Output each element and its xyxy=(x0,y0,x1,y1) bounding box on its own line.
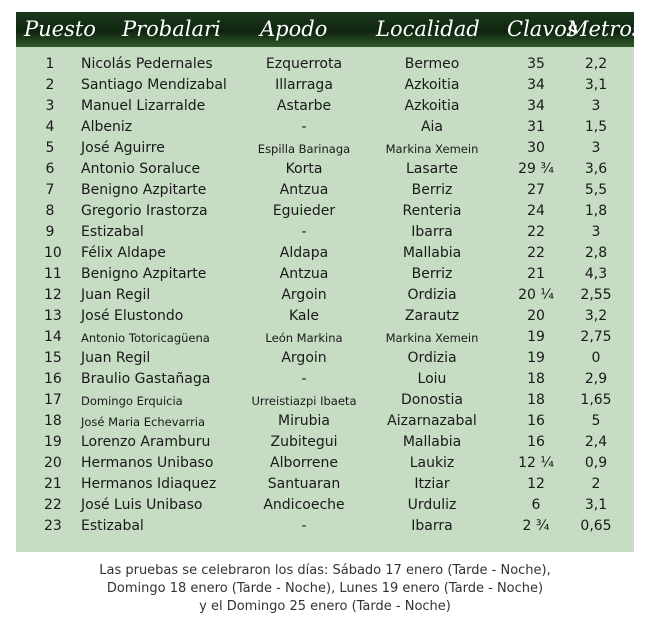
cell-clavos: 20 ¼ xyxy=(518,287,554,303)
cell-clavos: 2 ¾ xyxy=(522,518,550,534)
cell-metros: 0 xyxy=(591,350,601,366)
cell-puesto: 19 xyxy=(44,434,62,450)
cell-localidad: Markina Xemein xyxy=(385,331,479,345)
cell-metros: 2,75 xyxy=(580,329,612,345)
header-apodo: Apodo xyxy=(260,17,328,41)
cell-clavos: 29 ¾ xyxy=(518,161,554,177)
cell-localidad: Ordizia xyxy=(407,287,457,303)
cell-apodo: Aldapa xyxy=(279,245,329,261)
header-metros: Metros xyxy=(567,17,643,41)
cell-metros: 3,1 xyxy=(584,497,608,513)
cell-puesto: 18 xyxy=(44,413,62,429)
table-row xyxy=(16,327,634,348)
cell-puesto: 7 xyxy=(45,182,55,198)
cell-probalari: Hermanos Unibaso xyxy=(81,455,214,471)
cell-localidad: Berriz xyxy=(411,266,453,282)
table-row xyxy=(16,96,634,117)
table-body xyxy=(16,54,634,537)
cell-puesto: 20 xyxy=(44,455,62,471)
cell-apodo: Kale xyxy=(288,308,320,324)
table-row xyxy=(16,201,634,222)
table-row xyxy=(16,243,634,264)
cell-probalari: Benigno Azpitarte xyxy=(81,266,207,282)
cell-probalari: Albeniz xyxy=(81,119,133,135)
cell-localidad: Azkoitia xyxy=(404,77,460,93)
footnote-line-2: Domingo 18 enero (Tarde - Noche), Lunes 19 enero (Tarde - Noche) xyxy=(106,581,544,596)
cell-localidad: Markina Xemein xyxy=(385,142,479,156)
cell-clavos: 21 xyxy=(527,266,545,282)
cell-apodo: Eguieder xyxy=(272,203,336,219)
cell-probalari: Juan Regil xyxy=(81,350,151,366)
cell-puesto: 6 xyxy=(45,161,55,177)
cell-probalari: Juan Regil xyxy=(81,287,151,303)
cell-apodo: - xyxy=(301,518,307,534)
cell-localidad: Aizarnazabal xyxy=(387,413,477,429)
cell-puesto: 4 xyxy=(45,119,55,135)
cell-puesto: 3 xyxy=(45,98,55,114)
table-row xyxy=(16,180,634,201)
cell-clavos: 19 xyxy=(527,329,545,345)
cell-metros: 5,5 xyxy=(584,182,608,198)
cell-probalari: Nicolás Pedernales xyxy=(81,56,213,72)
table-row xyxy=(16,117,634,138)
cell-probalari: Antonio Soraluce xyxy=(81,161,201,177)
cell-puesto: 11 xyxy=(44,266,62,282)
table-row xyxy=(16,474,634,495)
table-row xyxy=(16,138,634,159)
cell-apodo: Illarraga xyxy=(275,77,333,93)
cell-clavos: 35 xyxy=(527,56,545,72)
cell-localidad: Itziar xyxy=(414,476,450,492)
cell-clavos: 34 xyxy=(527,98,545,114)
cell-localidad: Bermeo xyxy=(404,56,460,72)
cell-metros: 3,2 xyxy=(584,308,608,324)
cell-puesto: 5 xyxy=(45,140,55,156)
cell-probalari: Gregorio Irastorza xyxy=(81,203,208,219)
cell-clavos: 31 xyxy=(527,119,545,135)
cell-clavos: 6 xyxy=(531,497,541,513)
cell-metros: 2,9 xyxy=(584,371,608,387)
cell-probalari: José Elustondo xyxy=(81,308,184,324)
table-row xyxy=(16,453,634,474)
cell-metros: 4,3 xyxy=(584,266,608,282)
cell-clavos: 12 xyxy=(527,476,545,492)
table-row xyxy=(16,159,634,180)
cell-probalari: Estizabal xyxy=(81,224,144,240)
cell-metros: 3,6 xyxy=(584,161,608,177)
cell-puesto: 9 xyxy=(45,224,55,240)
cell-localidad: Donostia xyxy=(400,392,464,408)
cell-metros: 2,8 xyxy=(584,245,608,261)
cell-clavos: 24 xyxy=(527,203,545,219)
cell-apodo: Zubitegui xyxy=(270,434,338,450)
cell-probalari: Braulio Gastañaga xyxy=(81,371,211,387)
table-row xyxy=(16,222,634,243)
cell-apodo: Andicoeche xyxy=(263,497,345,513)
cell-localidad: Zarautz xyxy=(404,308,460,324)
cell-puesto: 15 xyxy=(44,350,62,366)
cell-clavos: 22 xyxy=(527,224,545,240)
table-row xyxy=(16,75,634,96)
table-row xyxy=(16,411,634,432)
cell-puesto: 21 xyxy=(44,476,62,492)
cell-apodo: Alborrene xyxy=(270,455,338,471)
cell-probalari: Benigno Azpitarte xyxy=(81,182,207,198)
table-row xyxy=(16,348,634,369)
cell-clavos: 22 xyxy=(527,245,545,261)
cell-clavos: 18 xyxy=(527,371,545,387)
table-row xyxy=(16,516,634,537)
cell-probalari: José Maria Echevarria xyxy=(81,415,206,429)
cell-apodo: - xyxy=(301,119,307,135)
table-row xyxy=(16,285,634,306)
cell-apodo: Ezquerrota xyxy=(265,56,343,72)
header-puesto: Puesto xyxy=(24,17,96,41)
cell-metros: 2,4 xyxy=(584,434,608,450)
cell-apodo: Espilla Barinaga xyxy=(257,142,351,156)
cell-localidad: Ordizia xyxy=(407,350,457,366)
table-row xyxy=(16,495,634,516)
footnote-line-3: y el Domingo 25 enero (Tarde - Noche) xyxy=(199,599,451,614)
cell-puesto: 1 xyxy=(45,56,55,72)
table-row xyxy=(16,369,634,390)
table-row xyxy=(16,306,634,327)
header-probalari: Probalari xyxy=(122,17,221,41)
cell-metros: 3 xyxy=(591,224,601,240)
cell-probalari: Félix Aldape xyxy=(81,245,166,261)
cell-puesto: 10 xyxy=(44,245,62,261)
cell-clavos: 27 xyxy=(527,182,545,198)
cell-clavos: 34 xyxy=(527,77,545,93)
cell-localidad: Azkoitia xyxy=(404,98,460,114)
cell-clavos: 16 xyxy=(527,434,545,450)
cell-apodo: Antzua xyxy=(279,266,329,282)
header-localidad: Localidad xyxy=(376,17,480,41)
footnote xyxy=(0,562,650,616)
cell-apodo: Argoin xyxy=(281,287,327,303)
cell-apodo: León Markina xyxy=(265,331,343,345)
cell-apodo: Argoin xyxy=(281,350,327,366)
results-table xyxy=(16,12,643,552)
cell-clavos: 16 xyxy=(527,413,545,429)
cell-metros: 2,2 xyxy=(584,56,608,72)
cell-probalari: José Aguirre xyxy=(81,140,165,156)
cell-clavos: 19 xyxy=(527,350,545,366)
cell-localidad: Lasarte xyxy=(405,161,459,177)
cell-localidad: Aia xyxy=(420,119,444,135)
cell-localidad: Mallabia xyxy=(402,245,462,261)
cell-apodo: Mirubia xyxy=(278,413,330,429)
cell-puesto: 23 xyxy=(44,518,62,534)
cell-metros: 0,9 xyxy=(584,455,608,471)
cell-metros: 2 xyxy=(591,476,601,492)
cell-localidad: Ibarra xyxy=(411,518,453,534)
cell-clavos: 12 ¼ xyxy=(518,455,554,471)
cell-localidad: Loiu xyxy=(417,371,447,387)
cell-metros: 3 xyxy=(591,98,601,114)
cell-apodo: - xyxy=(301,371,307,387)
cell-probalari: Lorenzo Aramburu xyxy=(81,434,211,450)
cell-puesto: 2 xyxy=(45,77,55,93)
cell-clavos: 20 xyxy=(527,308,545,324)
cell-probalari: Hermanos Idiaquez xyxy=(81,476,217,492)
cell-puesto: 13 xyxy=(44,308,62,324)
cell-probalari: José Luis Unibaso xyxy=(81,497,203,513)
cell-metros: 3,1 xyxy=(584,77,608,93)
cell-localidad: Urduliz xyxy=(407,497,457,513)
cell-apodo: Urreistiazpi Ibaeta xyxy=(251,394,357,408)
table-row xyxy=(16,264,634,285)
cell-puesto: 22 xyxy=(44,497,62,513)
cell-localidad: Berriz xyxy=(411,182,453,198)
cell-probalari: Estizabal xyxy=(81,518,144,534)
footnote-line-1: Las pruebas se celebraron los días: Sábado 17 enero (Tarde - Noche), xyxy=(99,563,551,578)
cell-localidad: Mallabia xyxy=(402,434,462,450)
cell-apodo: Korta xyxy=(285,161,323,177)
cell-metros: 3 xyxy=(591,140,601,156)
cell-puesto: 8 xyxy=(45,203,55,219)
cell-clavos: 30 xyxy=(527,140,545,156)
cell-metros: 1,8 xyxy=(584,203,608,219)
cell-apodo: Astarbe xyxy=(276,98,332,114)
cell-puesto: 16 xyxy=(44,371,62,387)
cell-metros: 1,65 xyxy=(580,392,612,408)
cell-apodo: - xyxy=(301,224,307,240)
table-header xyxy=(16,12,643,47)
cell-probalari: Domingo Erquicia xyxy=(81,394,183,408)
table-row xyxy=(16,390,634,411)
cell-metros: 0,65 xyxy=(580,518,612,534)
cell-puesto: 12 xyxy=(44,287,62,303)
cell-puesto: 14 xyxy=(44,329,62,345)
cell-apodo: Santuaran xyxy=(267,476,341,492)
cell-metros: 5 xyxy=(591,413,601,429)
cell-metros: 1,5 xyxy=(584,119,608,135)
cell-puesto: 17 xyxy=(44,392,62,408)
cell-clavos: 18 xyxy=(527,392,545,408)
cell-metros: 2,55 xyxy=(580,287,612,303)
table-row xyxy=(16,432,634,453)
cell-localidad: Laukiz xyxy=(409,455,455,471)
cell-probalari: Antonio Totoricagüena xyxy=(81,331,210,345)
table-row xyxy=(16,54,634,75)
cell-localidad: Ibarra xyxy=(411,224,453,240)
cell-probalari: Manuel Lizarralde xyxy=(81,98,206,114)
cell-apodo: Antzua xyxy=(279,182,329,198)
cell-probalari: Santiago Mendizabal xyxy=(81,77,227,93)
cell-localidad: Renteria xyxy=(402,203,462,219)
header-clavos: Clavos xyxy=(507,17,578,41)
